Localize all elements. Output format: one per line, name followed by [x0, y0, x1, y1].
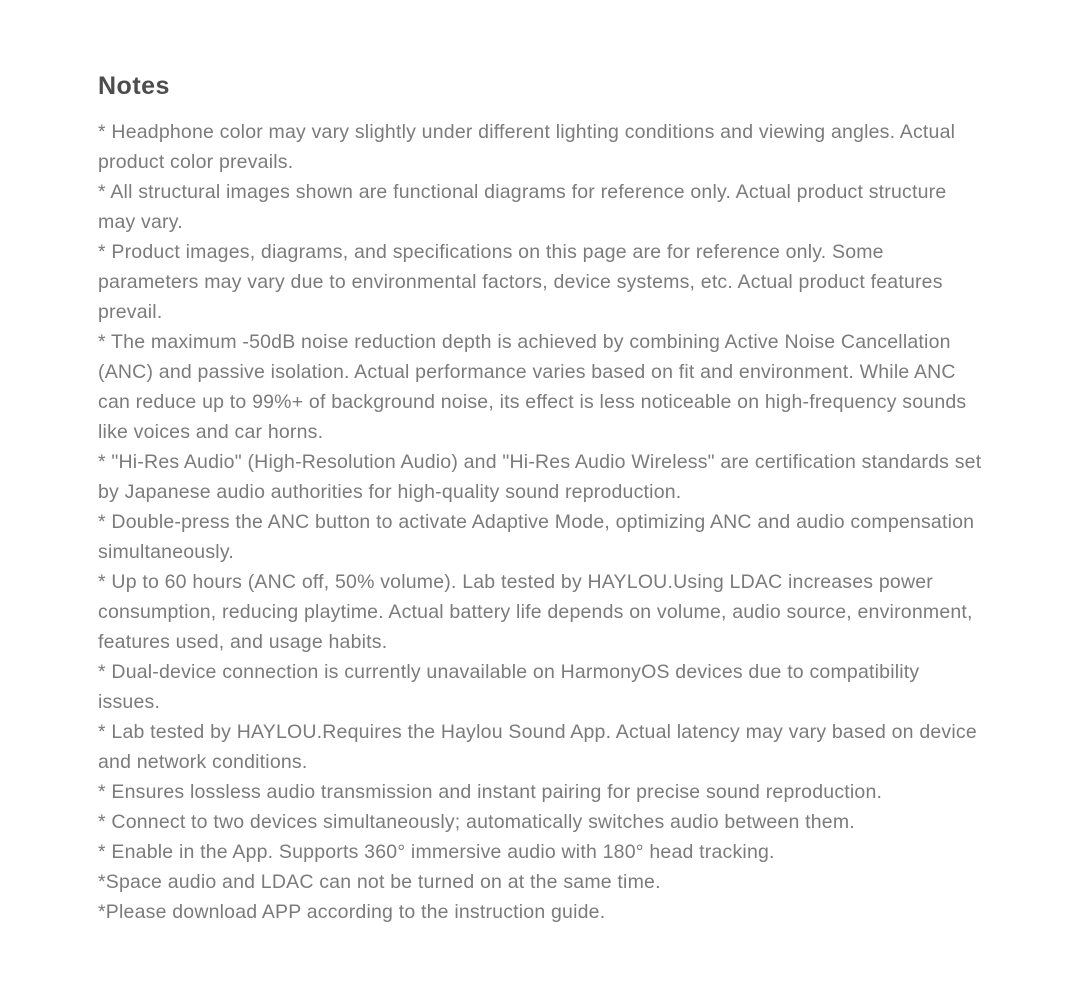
note-item: * The maximum -50dB noise reduction depth is achieved by combining Active Noise Cancellation (ANC) and passive isolation. Actual performance varies based on fit and environment. While ANC can reduce up to 99%+ of background noise, its effect is less noticeable on high-frequency sounds like voices and car horns. — [98, 331, 967, 443]
note-item: * Connect to two devices simultaneously; automatically switches audio between them. — [98, 811, 855, 833]
note-item: * Product images, diagrams, and specifications on this page are for reference only. Some parameters may vary due to environmental factors, device systems, etc. Actual product features prevail. — [98, 241, 943, 323]
section-title: Notes — [98, 72, 170, 100]
note-item: * Lab tested by HAYLOU.Requires the Haylou Sound App. Actual latency may vary based on device and network conditions. — [98, 721, 977, 773]
note-item: * "Hi-Res Audio" (High-Resolution Audio) and "Hi-Res Audio Wireless" are certification standards set by Japanese audio authorities for high-quality sound reproduction. — [98, 451, 982, 503]
note-item: * Headphone color may vary slightly under different lighting conditions and viewing angles. Actual product color prevails. — [98, 121, 956, 173]
notes-section — [98, 72, 982, 927]
note-item: * Ensures lossless audio transmission and instant pairing for precise sound reproduction. — [98, 781, 883, 803]
note-item: *Please download APP according to the instruction guide. — [98, 901, 606, 923]
note-item: * Double-press the ANC button to activate Adaptive Mode, optimizing ANC and audio compensation simultaneously. — [98, 511, 975, 563]
note-item: *Space audio and LDAC can not be turned on at the same time. — [98, 871, 661, 893]
note-item: * Dual-device connection is currently unavailable on HarmonyOS devices due to compatibility issues. — [98, 661, 920, 713]
notes-list — [98, 117, 982, 927]
note-item: * All structural images shown are functional diagrams for reference only. Actual product structure may vary. — [98, 181, 947, 233]
note-item: * Up to 60 hours (ANC off, 50% volume). Lab tested by HAYLOU.Using LDAC increases power consumption, reducing playtime. Actual battery life depends on volume, audio source, environment, features used, and usage habits. — [98, 571, 973, 653]
note-item: * Enable in the App. Supports 360° immersive audio with 180° head tracking. — [98, 841, 775, 863]
